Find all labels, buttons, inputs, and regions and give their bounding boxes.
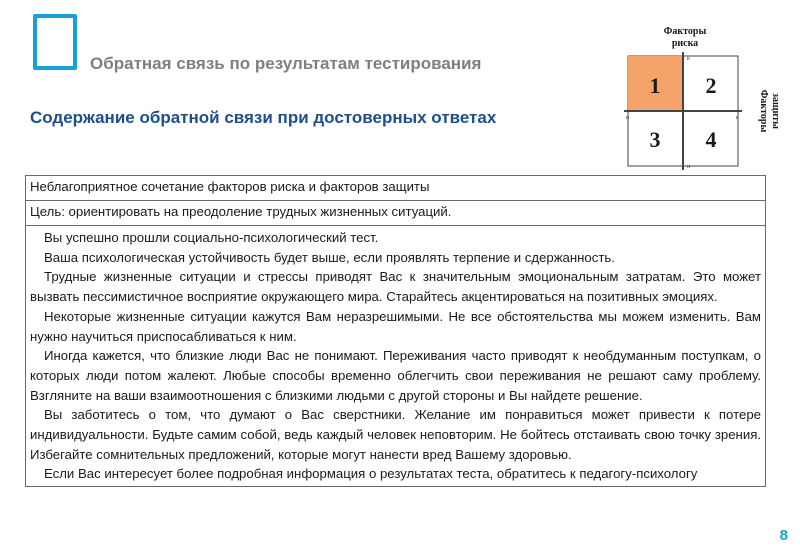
risk-label-line2: риска xyxy=(671,38,699,49)
table-row xyxy=(26,201,766,226)
feedback-table xyxy=(25,175,766,487)
axis-mark-bottom: н xyxy=(687,164,691,170)
paragraph: Вы заботитесь о том, что думают о Вас сверстники. Желание им понравиться может привести к потере индивидуальности. Будьте самим собой, ведь каждый человек неповторим. Не бойтесь отстаивать свою точку зрения. Избегайте сомнительных предложений, которые могут нанести вред Вашему здоровью. xyxy=(30,407,761,462)
quadrant-2-label: 2 xyxy=(705,73,717,98)
quadrant-4-label: 4 xyxy=(705,127,717,152)
paragraph: Некоторые жизненные ситуации кажутся Вам неразрешимыми. Не все обстоятельства мы можем изменить. Вам нужно научиться приспосабливаться к ним. xyxy=(30,308,761,344)
risk-label-line1: Факторы xyxy=(663,26,707,37)
goal-cell: Цель: ориентировать на преодоление трудных жизненных ситуаций. xyxy=(26,201,766,226)
risk-protection-diagram xyxy=(615,18,800,178)
paragraph: Если Вас интересует более подробная информация о результатах теста, обратитесь к педагогу-психологу xyxy=(44,466,698,482)
section-subtitle: Содержание обратной связи при достоверных ответах xyxy=(30,108,497,127)
risk-combination-cell: Неблагоприятное сочетание факторов риска и факторов защиты xyxy=(26,176,766,201)
table-row xyxy=(26,176,766,201)
quadrant-3-label: 3 xyxy=(649,127,661,152)
paragraph: Вы успешно прошли социально-психологический тест. xyxy=(44,230,379,245)
axis-mark-left: н xyxy=(626,115,630,121)
paragraph: Трудные жизненные ситуации и стрессы приводят Вас к значительным эмоциональным затратам. Это может вызвать пессимистичное восприятие окружающего мира. Старайтесь акцентироваться на позитивных эмоциях. xyxy=(30,269,761,305)
paragraph: Ваша психологическая устойчивость будет выше, если проявлять терпение и сдержанность. xyxy=(44,249,615,265)
axis-mark-top: в xyxy=(687,56,690,62)
slide-title: Обратная связь по результатам тестирования xyxy=(90,54,482,73)
quadrant-1-label: 1 xyxy=(649,73,661,98)
protect-label-line2: защиты xyxy=(770,93,781,129)
axis-mark-right: в xyxy=(736,115,739,121)
protect-label-line1: Факторы xyxy=(758,89,769,133)
table-row xyxy=(26,226,766,487)
page-number: 8 xyxy=(779,527,788,544)
logo-square-icon xyxy=(33,14,77,70)
paragraph: Иногда кажется, что близкие люди Вас не понимают. Переживания часто приводят к необдуманным поступкам, о которых люди потом жалеют. Любые способы временно облегчить свои переживания не решают саму проблему. Взгляните на ваши взаимоотношения с близкими людьми с другой стороны и Вы найдете решение. xyxy=(30,348,761,403)
recommendations-cell xyxy=(26,226,766,487)
